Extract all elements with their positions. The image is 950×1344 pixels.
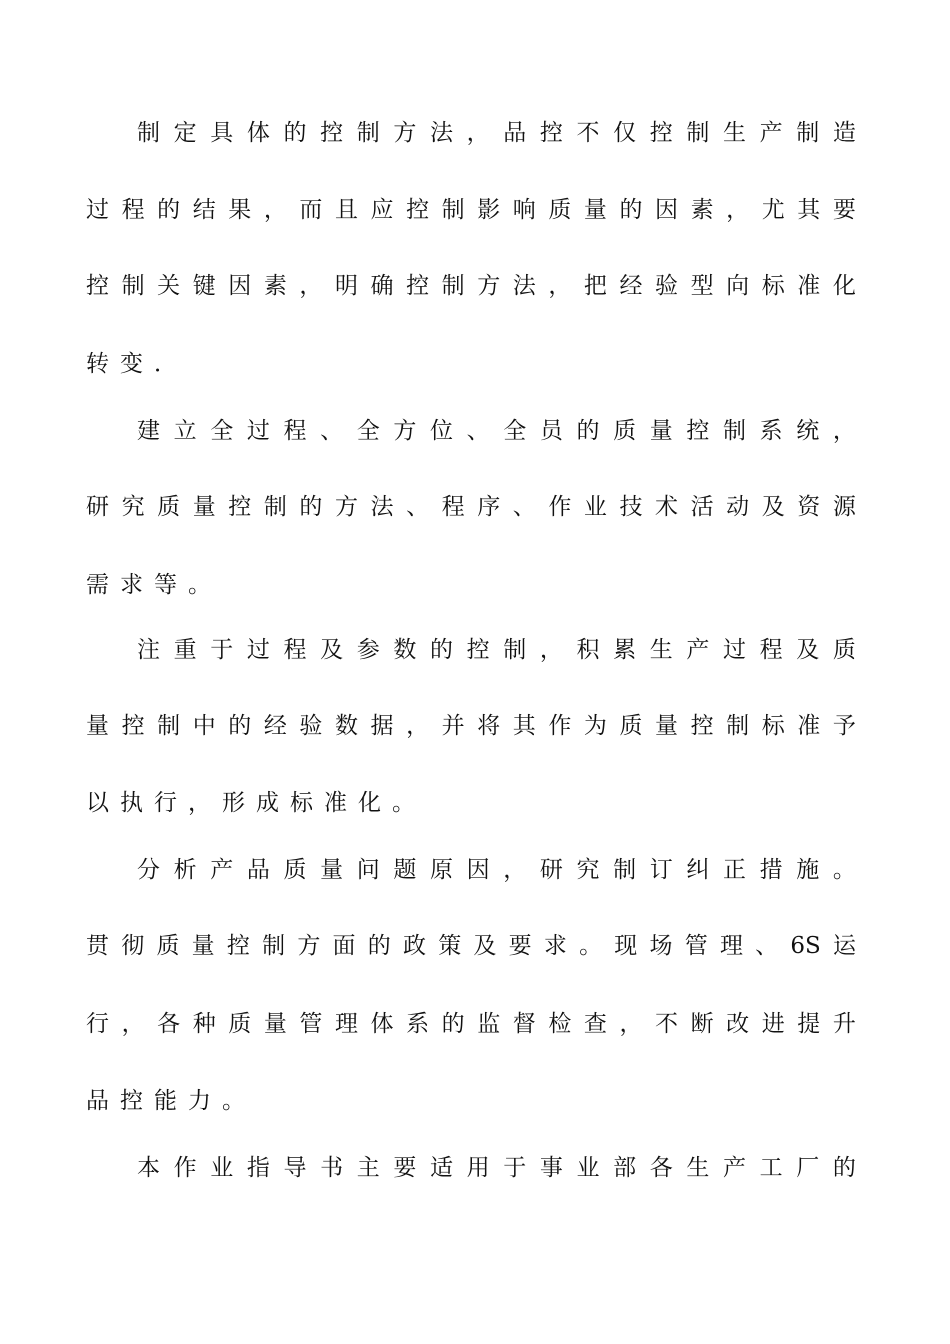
text-line: 建 立 全 过 程 、 全 方 位 、 全 员 的 质 量 控 制 系 统 ， bbox=[137, 418, 856, 444]
text-line: 行 ， 各 种 质 量 管 理 体 系 的 监 督 检 查 ， 不 断 改 进 提 升 bbox=[86, 1011, 856, 1037]
text-line: 需求等。 bbox=[86, 572, 222, 598]
text-line: 控 制 关 键 因 素 ， 明 确 控 制 方 法 ， 把 经 验 型 向 标 准 化 bbox=[86, 273, 856, 299]
text-line: 制 定 具 体 的 控 制 方 法 ， 品 控 不 仅 控 制 生 产 制 造 bbox=[137, 120, 856, 146]
text-line: 本 作 业 指 导 书 主 要 适 用 于 事 业 部 各 生 产 工 厂 的 bbox=[137, 1155, 856, 1181]
text-line: 注 重 于 过 程 及 参 数 的 控 制 ， 积 累 生 产 过 程 及 质 bbox=[137, 637, 856, 663]
text-line: 分 析 产 品 质 量 问 题 原 因 ， 研 究 制 订 纠 正 措 施 。 bbox=[137, 857, 856, 883]
text-line: 研 究 质 量 控 制 的 方 法 、 程 序 、 作 业 技 术 活 动 及 资 源 bbox=[86, 494, 856, 520]
text-line: 转变． bbox=[86, 351, 188, 377]
text-line: 量 控 制 中 的 经 验 数 据 ， 并 将 其 作 为 质 量 控 制 标 准 予 bbox=[86, 713, 856, 739]
text-line: 品控能力。 bbox=[86, 1088, 256, 1114]
text-line: 过 程 的 结 果 ， 而 且 应 控 制 影 响 质 量 的 因 素 ， 尤 其 要 bbox=[86, 197, 856, 223]
text-line: 贯 彻 质 量 控 制 方 面 的 政 策 及 要 求 。 现 场 管 理 、 6S 运 bbox=[86, 933, 856, 959]
text-line: 以执行，形成标准化。 bbox=[86, 790, 426, 816]
